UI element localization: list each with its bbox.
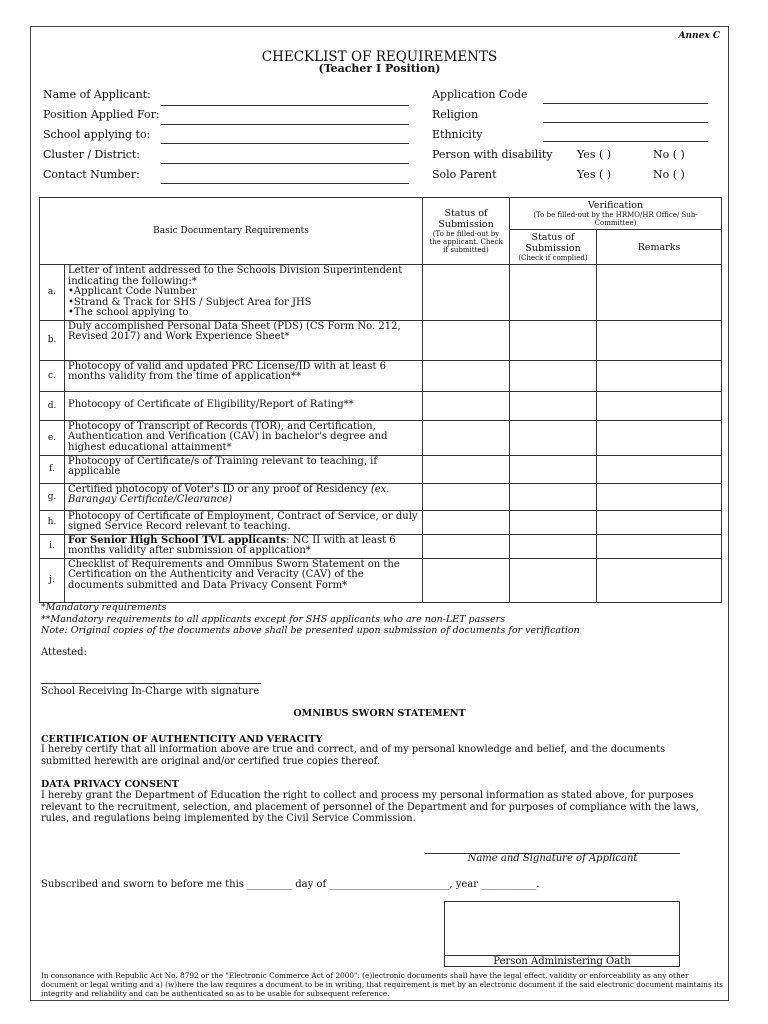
appcode-line[interactable]	[543, 103, 708, 104]
verification-status-header	[510, 230, 597, 265]
verification-header	[510, 198, 722, 230]
field-school-label: School applying to:	[43, 128, 151, 141]
table-row	[40, 360, 722, 391]
requirements-table	[39, 197, 722, 603]
table-row	[40, 510, 722, 534]
annex-label: Annex C	[678, 31, 720, 41]
cert-text: I hereby certify that all information above are true and correct, and of my personal knowledge and belief, and the documents submitted herewith are original and/or certified true copies thereof.	[41, 744, 666, 767]
row-text: Photocopy of valid and updated PRC License/ID with at least 6 months validity from the time of application**	[65, 360, 423, 391]
bullet-item: • Strand & Track for SHS / Subject Area for JHS	[68, 298, 419, 309]
privacy-text: I hereby grant the Department of Education the right to collect and process my personal information as stated above, for purposes relevant to the recruitment, selection, and placement of personnel of the Department and for purposes of compliance with the laws, rules, and regulations being implemented by the Civil Service Commission.	[41, 790, 699, 824]
row-letter: g.	[40, 483, 65, 510]
table-row	[40, 420, 722, 455]
cluster-line[interactable]	[161, 163, 409, 164]
row-text	[65, 265, 423, 321]
table-row	[40, 483, 722, 510]
religion-line[interactable]	[543, 122, 708, 123]
bullet-item: • Applicant Code Number	[68, 287, 419, 298]
verify-cell[interactable]	[510, 455, 597, 483]
applicant-sign-label: Name and Signature of Applicant	[467, 853, 638, 864]
row-text	[65, 483, 423, 510]
checklist-form	[30, 26, 729, 1001]
status-header-note: (To be filled-out by the applicant. Check if submitted)	[429, 230, 503, 254]
footer-legal-text: In consonance with Republic Act No. 8792 or the "Electronic Commerce Act of 2000": (e)lectronic documents shall have the legal effect, validity or enforceability as any other document or legal writing and a) (w)here the law requires a document to be in writing, that requirement is met by an electronic document if the said electronic document maintains its integrity and reliability and can be authenticated so as to be usable for subsequent reference.	[41, 971, 724, 998]
row-text: Photocopy of Certificate/s of Training relevant to teaching, if applicable	[65, 455, 423, 483]
row-letter: j.	[40, 558, 65, 602]
remarks-cell[interactable]	[597, 455, 722, 483]
status-cell[interactable]	[423, 483, 510, 510]
status-cell[interactable]	[423, 265, 510, 321]
row-text: Duly accomplished Personal Data Sheet (PDS) (CS Form No. 212, Revised 2017) and Work Experience Sheet*	[65, 320, 423, 360]
table-row	[40, 265, 722, 321]
remarks-cell[interactable]	[597, 534, 722, 558]
table-notes	[41, 602, 580, 637]
solo-yes-checkbox[interactable]: Yes ( )	[577, 168, 612, 181]
remarks-cell[interactable]	[597, 510, 722, 534]
cert-title: CERTIFICATION OF AUTHENTICITY AND VERACITY	[41, 734, 323, 745]
form-subtitle: (Teacher I Position)	[318, 62, 441, 75]
bullet-item: • The school applying to	[68, 308, 419, 319]
verify-cell[interactable]	[510, 483, 597, 510]
field-position-label: Position Applied For:	[43, 108, 160, 121]
row-text-main: Certified photocopy of Voter's ID or any proof of Residency	[68, 483, 368, 495]
row-letter: e.	[40, 420, 65, 455]
status-cell[interactable]	[423, 320, 510, 360]
status-cell[interactable]	[423, 391, 510, 420]
status-cell[interactable]	[423, 534, 510, 558]
status-cell[interactable]	[423, 455, 510, 483]
receiving-signature-line[interactable]	[41, 683, 261, 684]
field-pwd-label: Person with disability	[432, 148, 553, 161]
row-text-bold: For Senior High School TVL applicants	[68, 534, 287, 546]
field-contact-label: Contact Number:	[43, 168, 140, 181]
note-mandatory: *Mandatory requirements	[41, 602, 167, 613]
row-text: Checklist of Requirements and Omnibus Sworn Statement on the Certification on the Authenticity and Veracity (CAV) of the documents submitted and Data Privacy Consent Form*	[65, 558, 423, 602]
verify-cell[interactable]	[510, 420, 597, 455]
verify-cell[interactable]	[510, 265, 597, 321]
verify-cell[interactable]	[510, 558, 597, 602]
field-ethnicity-label: Ethnicity	[432, 128, 483, 141]
verify-cell[interactable]	[510, 320, 597, 360]
remarks-cell[interactable]	[597, 483, 722, 510]
row-bullets	[68, 287, 419, 319]
remarks-header: Remarks	[597, 230, 722, 265]
oath-label: Person Administering Oath	[444, 955, 680, 967]
row-text: Photocopy of Certificate of Employment, Contract of Service, or duly signed Service Record relevant to teaching.	[65, 510, 423, 534]
verify-cell[interactable]	[510, 391, 597, 420]
row-text-italic: (ex. Barangay Certificate/Clearance)	[68, 483, 390, 505]
verification-header-label: Verification	[587, 200, 644, 211]
verify-cell[interactable]	[510, 510, 597, 534]
field-appcode-label: Application Code	[432, 88, 528, 101]
status-cell[interactable]	[423, 510, 510, 534]
status-cell[interactable]	[423, 420, 510, 455]
row-letter: d.	[40, 391, 65, 420]
table-row	[40, 558, 722, 602]
omnibus-title: OMNIBUS SWORN STATEMENT	[293, 708, 466, 719]
sworn-text: Subscribed and sworn to before me this _________ day of ________________________, year ___________.	[41, 879, 540, 890]
verification-status-label: Status of Submission	[525, 232, 581, 254]
remarks-cell[interactable]	[597, 558, 722, 602]
note-originals: Note: Original copies of the documents above shall be presented upon submission of documents for verification	[41, 625, 580, 636]
row-letter: c.	[40, 360, 65, 391]
remarks-cell[interactable]	[597, 391, 722, 420]
row-text-main: Letter of intent addressed to the Schools Division Superintendent indicating the following:*	[68, 265, 403, 287]
row-letter: h.	[40, 510, 65, 534]
ethnicity-line[interactable]	[543, 141, 708, 142]
position-line[interactable]	[161, 124, 409, 125]
field-cluster-label: Cluster / District:	[43, 148, 141, 161]
name-line[interactable]	[161, 105, 409, 106]
row-letter: i.	[40, 534, 65, 558]
field-soloparent-label: Solo Parent	[432, 168, 497, 181]
school-line[interactable]	[161, 143, 409, 144]
row-text-main: : NC II with at least 6 months validity after submission of application*	[68, 534, 396, 556]
verify-cell[interactable]	[510, 360, 597, 391]
form-title: CHECKLIST OF REQUIREMENTS	[261, 49, 498, 65]
attested-label: Attested:	[41, 647, 87, 658]
status-header-label: Status of Submission	[438, 208, 494, 230]
row-letter: b.	[40, 320, 65, 360]
verification-header-note: (To be filled-out by the HRMO/HR Office/ Sub-Committee)	[533, 211, 698, 227]
basic-requirements-header: Basic Documentary Requirements	[40, 198, 423, 265]
status-cell[interactable]	[423, 360, 510, 391]
remarks-cell[interactable]	[597, 360, 722, 391]
table-row	[40, 391, 722, 420]
verification-status-note: (Check if complied)	[518, 254, 588, 262]
field-name-label: Name of Applicant:	[43, 88, 151, 101]
pwd-yes-checkbox[interactable]: Yes ( )	[577, 148, 612, 161]
table-row	[40, 534, 722, 558]
row-letter: f.	[40, 455, 65, 483]
pwd-no-checkbox[interactable]: No ( )	[653, 148, 685, 161]
remarks-cell[interactable]	[597, 420, 722, 455]
row-text	[65, 534, 423, 558]
remarks-cell[interactable]	[597, 265, 722, 321]
table-row	[40, 455, 722, 483]
remarks-cell[interactable]	[597, 320, 722, 360]
status-header	[423, 198, 510, 265]
row-text: Photocopy of Transcript of Records (TOR), and Certification, Authentication and Verification (CAV) in bachelor's degree and highest educational attainment*	[65, 420, 423, 455]
row-letter: a.	[40, 265, 65, 321]
row-text: Photocopy of Certificate of Eligibility/Report of Rating**	[65, 391, 423, 420]
table-row	[40, 320, 722, 360]
verify-cell[interactable]	[510, 534, 597, 558]
contact-line[interactable]	[161, 183, 409, 184]
note-mandatory-all: **Mandatory requirements to all applicants except for SHS applicants who are non-LET passers	[41, 613, 506, 625]
status-cell[interactable]	[423, 558, 510, 602]
privacy-title: DATA PRIVACY CONSENT	[41, 779, 179, 790]
field-religion-label: Religion	[432, 108, 479, 121]
solo-no-checkbox[interactable]: No ( )	[653, 168, 685, 181]
receiving-label: School Receiving In-Charge with signature	[41, 686, 260, 697]
